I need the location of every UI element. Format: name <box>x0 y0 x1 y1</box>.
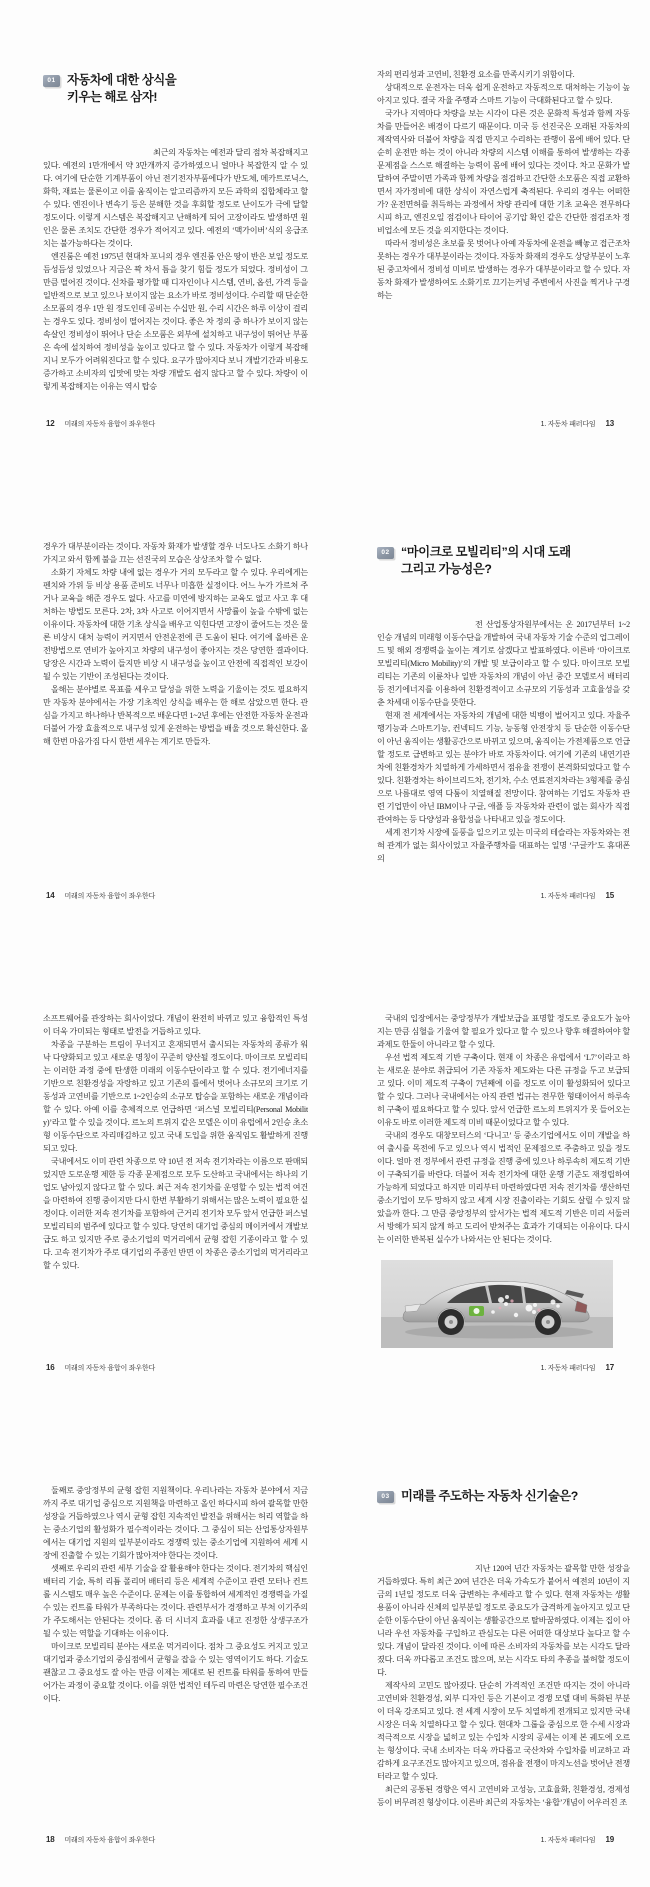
paragraph: 국내의 경우도 대창모터스의 ‘다니고’ 등 중소기업에서도 이미 개발을 하여 출시를 목전에 두고 있으나 역시 법적인 문제점으로 주춤하고 있을 정도이다. 얼마 전 정부에서 관련 규정을 진행 중에 있으나 하루속히 제도적 기반이 구축되기를 바란다. 더불어 저속 전기차에 대한 운행 기준도 재정립하여 가능하게 되었다고 하지만 미리부터 마련하였다면 저속 전기차를 생산하던 중소기업이 모두 망하지 않고 세계 시장 진출이라는 기회도 살릴 수 있지 않았을까 한다. 그 만큼 중앙정부의 앞서가는 법적 제도적 기반은 미리 서둘러서 방해가 되지 않게 하고 도리어 받쳐주는 효과가 기대되는 이유이다. 다시는 이러한 반복된 실수가 나와서는 안 된다는 것이다. <box>377 1131 630 1244</box>
paragraph: 따라서 정비성은 초보를 못 벗어나 아예 자동차에 운전을 빼놓고 접근조차 못하는 경우가 대부분이라는 것이다. 자동차 화재의 경우도 상당부분이 노후된 중고차에서 정비성 미비로 발생하는 경우가 대부분이라고 할 수 있다. 자동차 화재가 발생하여도 소화기로 끄기는커녕 주변에서 사진을 찍거나 구경하는 <box>377 239 630 300</box>
paragraph: 차종을 구분하는 트림이 무너지고 혼재되면서 출시되는 자동차의 종류가 워낙 다양화되고 있고 새로운 명칭이 꾸준히 양산될 정도이다. 마이크로 모빌리티는 이러한 과정 중에 탄생한 미래의 이동수단이라고 할 수 있다. 전기에너지를 기반으로 친환경성을 자랑하고 있고 기존의 틀에서 벗어나 소규모의 크기로 기동성과 고연비를 기반으로 1~2인승의 소규모 탑승을 포함하는 새로운 개념이라 할 수 있다. 아예 이를 총체적으로 언급하면 ‘퍼스널 모빌리티(Personal Mobility)’라고 할 수 있을 것이다. 르노의 트위지 같은 모델은 이미 유럽에서 2인승 초소형 이동수단으로 자리매김하고 있고 국내 도입을 위한 움직임도 활발하게 진행되고 있다. <box>43 1040 308 1153</box>
car-shadow <box>405 1326 593 1339</box>
book-spread <box>0 472 650 944</box>
book-spread <box>0 944 650 1416</box>
body-text <box>43 540 308 888</box>
book-page <box>43 944 308 1416</box>
chapter-title-line: 키우는 해로 삼자! <box>67 89 158 104</box>
chapter-title <box>67 72 176 105</box>
page-number: 16 <box>46 1363 55 1372</box>
chapter-badge-icon: 03 <box>377 1491 394 1503</box>
footer-chapter-title: 1. 자동차 패러다임 <box>540 1365 596 1372</box>
footer-chapter-title: 1. 자동차 패러다임 <box>540 421 596 428</box>
paragraph: 최근의 공통된 경향은 역시 고연비와 고성능, 고효율화, 친환경성, 경제성 등이 버무려진 형상이다. 이른바 최근의 자동차는 ‘융합’개념이 어우러진 조 <box>377 1785 630 1807</box>
body-text <box>377 618 630 888</box>
book-page <box>377 944 630 1416</box>
chapter-badge-icon: 01 <box>43 75 60 87</box>
paragraph: 전 산업통상자원부에서는 온 2017년부터 1~2인승 개념의 미래형 이동수단을 개발하여 국내 자동차 기술 수준의 업그레이드 및 해외 경쟁력을 높이는 계기로 삼겠다고 발표하였다. 이른바 ‘마이크로 모빌리티(Micro Mobility)’의 개발 및 보급이라고 할 수 있다. 마이크로 모빌리티는 기존의 이륜차나 일반 자동차의 개념이 아닌 중간 모델로서 배터리 등 전기에너지를 이용하여 친환경적이고 소규모의 기동성과 고효율성을 갖춘 차세대 이동수단을 뜻한다. <box>377 620 630 707</box>
page-footer <box>541 891 614 901</box>
paragraph: 셋째로 우리의 관련 세부 기술을 잘 활용해야 한다는 것이다. 전기차의 핵심인 배터리 기술, 특히 리튬 폴리머 배터리 등은 세계적 수준이고 관련 모터나 컨트롤 시스템도 매우 높은 수준이다. 문제는 이를 통합하여 세계적인 경쟁력을 가질 수 있는 컨트롤 타워가 부족하다는 것이다. 관련부서가 경쟁하고 부처 이기주의가 주도해서는 안된다는 것이다. 좀 더 시너지 효과를 내고 진정한 상생구조가 될 수 있는 역할을 기대하는 이유이다. <box>43 1564 308 1638</box>
book-page <box>43 472 308 944</box>
chapter-badge-icon: 02 <box>377 547 394 559</box>
page-number: 18 <box>46 1835 55 1844</box>
paragraph: 제작사의 고민도 많아졌다. 단순히 가격적인 조건만 따지는 것이 아니라 고연비와 친환경성, 외부 디자인 등은 기본이고 경쟁 모델 대비 특화된 부분이 더욱 강조되고 있다. 전 세계 시장이 모두 치열하게 전개되고 있지만 국내 시장은 더욱 치열하다고 할 수 있다. 현대차 그룹을 중심으로 한 수세 시장과 적극적으로 시장을 넓히고 있는 수입차 시장의 공세는 이제 본 궤도에 오르는 형상이다. 국내 소비자는 더욱 까다롭고 국산차와 수입차를 비교하고 과감하게 요구조건도 많아지고 있으며, 점유율 전쟁이 마지노선을 벗어난 전쟁터라고 할 수 있다. <box>377 1681 630 1781</box>
page-number: 19 <box>605 1835 614 1844</box>
footer-book-title: 미래의 자동차 융합이 좌우한다 <box>64 1365 156 1372</box>
page-number: 13 <box>605 419 614 428</box>
body-text <box>43 1484 308 1832</box>
paragraph: 현재 전 세계에서는 자동차의 개념에 대한 빅뱅이 벌어지고 있다. 자율주행기능과 스마트기능, 컨넥티드 기능, 능동형 안전장치 등 단순한 이동수단이 아닌 움직이는 생활공간으로 바뀌고 있으며, 움직이는 가전제품으로 언급할 정도로 급변하고 있는 분야가 바로 자동차이다. 여기에 기존의 내연기관차에 친환경차가 치열하게 가세하면서 점유율 전쟁이 본격화되었다고 할 수 있다. 친환경차는 하이브리드차, 전기차, 수소 연료전지차라는 3형제를 중심으로 나름대로 영역 다툼이 치열해질 전망이다. 참여하는 기업도 자동차 관련 기업만이 아닌 IBM이나 구글, 애플 등 자동차와 관련이 없는 회사가 직접 관여하는 등 다양성과 융합성을 나타내고 있을 정도이다. <box>377 711 630 824</box>
paragraph: 세계 전기차 시장에 돌풍을 일으키고 있는 미국의 테슬라는 자동차와는 전혀 관계가 없는 회사이었고 자율주행차를 대표하는 일명 ‘구글카’도 휴대폰의 <box>377 828 630 863</box>
paragraph: 경우가 대부분이라는 것이다. 자동차 화재가 발생할 경우 너도나도 소화기 하나 가지고 와서 함께 불을 끄는 선진국의 모습은 상상조차 할 수 없다. <box>43 542 308 564</box>
book-page <box>43 1416 308 1887</box>
paragraph: 자의 편리성과 고연비, 친환경 요소를 만족시키기 위함이다. <box>377 70 575 79</box>
paragraph: 국내에서도 이미 관련 차종으로 약 10년 전 저속 전기차라는 이름으로 판매되었지만 도로운행 제한 등 각종 문제점으로 모두 도산하고 국내에서는 하나의 기업도 남아있지 않다고 할 수 있다. 최근 저속 전기차를 운영할 수 있는 법적 여건을 마련하여 진행 중이지만 다시 한번 부활하기 위해서는 많은 노력이 필요한 실정이다. 이러한 저속 전기차를 포함하여 근거리 전기차 모두 앞서 언급한 퍼스널 모빌리티의 범주에 있다고 할 수 있다. 당연히 대기업 중심의 메이커에서 개발보급도 하고 있지만 주로 중소기업의 먹거리에서 균형 잡힌 기종이라고 할 수 있다. 고속 전기차가 주로 대기업의 주종인 반면 이 차종은 중소기업의 먹거리라고 할 수 있다. <box>43 1157 308 1270</box>
book-page <box>377 0 630 472</box>
chapter-title-line: “마이크로 모빌리티”의 시대 도래 <box>401 545 571 559</box>
page-number: 14 <box>46 891 55 900</box>
paragraph: 둘째로 중앙정부의 균형 잡힌 지원책이다. 우리나라는 자동차 분야에서 지금까지 주로 대기업 중심으로 지원책을 마련하고 올인 하다시피 하여 괄목할 만한 성장을 거듭하였으나 역시 균형 잡힌 지속적인 발전을 위해서는 허리 역할을 하는 중소기업의 활성화가 필수적이라는 것이다. 그 중심이 되는 산업통상자원부에서는 대기업 지원의 일부분이라도 경쟁력 있는 중소기업에 지원하여 세계 시장에 진출할 수 있는 기회가 많아져야 한다는 것이다. <box>43 1486 308 1560</box>
car-photo-figure <box>381 1260 613 1348</box>
body-text <box>377 68 630 416</box>
paragraph: 상대적으로 운전자는 더욱 쉽게 운전하고 자동적으로 대처하는 기능이 높아지고 있다. 결국 자율 주행과 스마트 기능이 극대화된다고 할 수 있다. <box>377 83 630 105</box>
page-footer <box>541 1835 614 1845</box>
footer-book-title: 미래의 자동차 융합이 좌우한다 <box>64 421 156 428</box>
paragraph: 소프트웨어를 관장하는 회사이었다. 개념이 완전히 바뀌고 있고 융합적인 특성이 더욱 가미되는 형태로 발전을 거듭하고 있다. <box>43 1014 308 1036</box>
paragraph: 국가나 지역마다 차량을 보는 시각이 다른 것은 문화적 특성과 함께 자동차를 만들어온 배경이 다르기 때문이다. 미국 등 선진국은 오래된 자동차의 제작역사와 더불어 차량을 직접 만지고 수리하는 관행이 몸에 배어 있다. 단순히 운전만 하는 것이 아니라 차량의 시스템 이해를 통하여 발생하는 각종 문제점을 스스로 해결하는 능력이 몸에 배어 있다는 것이다. 차고 문화가 발달하여 주말이면 가족과 함께 차량을 점검하고 간단한 소모품은 직접 교환하면서 자가정비에 대한 상식이 자연스럽게 축적된다. 우리의 경우는 어떠한가? 운전면허를 취득하는 과정에서 차량 관리에 대한 기초 교육은 전무하다시피 하고, 엔진오일 점검이나 타이어 공기압 확인 같은 간단한 점검조차 정비업소에 모든 것을 의지한다는 것이다. <box>377 109 630 235</box>
paragraph: 국내의 입장에서는 중앙정부가 개발보급을 표명할 정도로 중요도가 높아지는 만큼 심혈을 기울여 할 필요가 있다고 할 수 있으나 향후 해결하여야 할 과제도 한둘이 아니라고 할 수 있다. <box>377 1014 630 1049</box>
footer-chapter-title: 1. 자동차 패러다임 <box>540 893 596 900</box>
page-footer <box>541 1363 614 1373</box>
car-photo <box>381 1260 613 1348</box>
book-page <box>377 1416 630 1887</box>
page-number: 17 <box>605 1363 614 1372</box>
paragraph: 소화기 자체도 차량 내에 없는 경우가 거의 모두라고 할 수 있다. 우리에게는 펜치와 가위 등 비상 용품 준비도 너무나 미흡한 실정이다. 어느 누가 가르쳐 주거나 교육을 해준 경우도 없다. 사고를 미연에 방지하는 교육도 없고 사고 후 대처하는 방법도 모른다. 2차, 3차 사고로 이어지면서 사망률이 높을 수밖에 없는 이유이다. 자동차에 대한 기초 상식을 배우고 익힌다면 고장이 줄어드는 것은 물론 비상시 대처 능력이 커지면서 안전운전에 큰 도움이 된다. 여기에 올바른 운전방법으로 연비가 높아지고 차량의 내구성이 좋아지는 것은 당연한 결과이다. 당장은 시간과 노력이 들지만 비상 시 내구성을 높이고 안전에 직접적인 보강이 될 수 있는 기반이 조성된다는 것이다. <box>43 568 308 681</box>
footer-book-title: 미래의 자동차 융합이 좌우한다 <box>64 893 156 900</box>
body-text <box>43 146 308 416</box>
page-footer <box>46 891 155 901</box>
book-page <box>43 0 308 472</box>
body-text <box>43 1012 308 1360</box>
page-number: 12 <box>46 419 55 428</box>
book-spread <box>0 0 650 472</box>
footer-chapter-title: 1. 자동차 패러다임 <box>540 1837 596 1844</box>
footer-book-title: 미래의 자동차 융합이 좌우한다 <box>64 1837 156 1844</box>
chapter-title-line: 자동차에 대한 상식을 <box>67 73 177 87</box>
paragraph: 최근의 자동차는 예전과 달리 점차 복잡해지고 있다. 예전의 1만개에서 약 3만개까지 증가하였으니 얼마나 복잡한지 알 수 있다. 여기에 단순한 기계부품이 아닌 전기전자부품에다가 반도체, 메카트로닉스, 화학, 재료는 물론이고 이를 움직이는 알고리즘까지 모든 과학의 집합체라고 할 수 있다. 엔진이나 변속기 등은 분해한 것을 후회할 정도로 난이도가 극에 달할 정도이다. 이렇게 시스템은 복잡해지고 난해하게 되어 고장이라도 발생하면 원인은 물론 조치도 간단한 경우가 적어지고 있다. 예전의 ‘맥가이버’식의 응급조치는 불가능하다는 것이다. <box>43 148 308 248</box>
book-spread <box>0 1416 650 1887</box>
chapter-title <box>401 544 571 577</box>
paragraph: 지난 120여 년간 자동차는 괄목할 만한 성장을 거듭하였다. 특히 최근 20여 년간은 더욱 가속도가 붙어서 예전의 10년이 지금의 1년일 정도로 더욱 급변하는 추세라고 할 수 있다. 현재 자동차는 생활용품이 아니라 신체의 일부분일 정도로 중요도가 급격하게 높아지고 있고 단순한 이동수단이 아닌 움직이는 생활공간으로 탈바꿈하였다. 이제는 집이 아니라 우선 자동차를 구입하고 관심도는 다른 어떠한 대상보다 높다고 할 수 있다. 개념이 달라진 것이다. 이에 따른 소비자의 자동차를 보는 시각도 달라졌다. 더욱 까다롭고 조건도 많으며, 보는 시각도 타의 추종을 불허할 정도이다. <box>377 1564 630 1677</box>
page-footer <box>46 1363 155 1373</box>
book-page <box>377 472 630 944</box>
chapter-title-line: 미래를 주도하는 자동차 신기술은? <box>401 1489 578 1503</box>
page-footer <box>541 419 614 429</box>
page-number: 15 <box>605 891 614 900</box>
chapter-title <box>401 1488 578 1505</box>
chapter-heading <box>377 1488 578 1505</box>
chapter-title-line: 그리고 가능성은? <box>401 561 492 576</box>
page-footer <box>46 1835 155 1845</box>
paragraph: 엔진룸은 예전 1975년 현대차 포니의 경우 엔진룸 안은 땅이 반은 보일 정도로 듬성듬성 있었으나 지금은 꽉 차서 틈을 찾기 힘들 정도가 되었다. 정비성이 그만큼 떨어진 것이다. 신차를 평가할 때 디자인이나 시스템, 연비, 옵션, 가격 등을 일반적으로 보고 있으나 보이지 않는 요소가 바로 정비성이다. 수리할 때 단순한 소모품의 경우 1만 원 정도인데 공비는 수십만 원, 수리 시간은 하루 이상이 걸리는 경우도 있다. 정비성이 떨어지는 것이다. 좋은 차 정의 중 하나가 보이지 않는 속살인 정비성이 뛰어나 단순 소모품은 외부에 설치하고 내구성이 뛰어난 부품은 속에 설치하여 정비성을 높이고 있다고 할 수 있다. 자동차가 이렇게 복잡해지니 모두가 어려워진다고 할 수 있다. 요구가 많아지다 보니 개발기간과 비용도 증가하고 소비자의 입맛에 맞는 차량 개발도 쉽지 않다고 할 수 있다. 차량이 이렇게 복잡해지는 이유는 역시 탑승 <box>43 252 308 391</box>
paragraph: 올해는 분야별로 목표를 세우고 달성을 위한 노력을 기울이는 것도 필요하지만 자동차 분야에서는 가장 기초적인 상식을 배우는 한 해로 삼았으면 한다. 관심을 가지고 하나하나 반복적으로 배운다면 1~2년 후에는 안전한 자동차 운전과 더불어 가장 효율적으로 내구성 있게 운전하는 방법을 배울 것으로 확신한다. 올해 한번 마음가짐 다시 한번 세우는 계기로 만들자. <box>43 685 308 746</box>
paragraph: 우선 법적 제도적 기반 구축이다. 현재 이 차종은 유럽에서 ‘L7’이라고 하는 새로운 분야로 취급되어 기존 자동차 제도와는 다른 규정을 두고 보급되고 있다. 이미 제도적 구축이 7년째에 이를 정도로 이미 활성화되어 있다고 할 수 있다. 그러나 국내에서는 아직 관련 법규는 전무한 형태이어서 하루속히 구축이 필요하다고 할 수 있다. 앞서 언급한 르노의 트위지가 못 들어오는 이유도 바로 이러한 제도적 미비 때문이었다고 할 수 있다. <box>377 1053 630 1127</box>
body-text <box>377 1562 630 1832</box>
chapter-heading <box>377 544 571 577</box>
chapter-heading <box>43 72 176 105</box>
page-footer <box>46 419 155 429</box>
paragraph: 마이크로 모빌리티 분야는 새로운 먹거리이다. 점차 그 중요성도 커지고 있고 대기업과 중소기업의 중심점에서 균형을 잡을 수 있는 영역이기도 하다. 기술도 괜찮고 그 중요성도 잘 아는 만큼 이제는 제대로 된 컨트롤 타워를 통하여 만들어가는 과정이 중요할 것이다. 이를 위한 법적인 테두리 마련은 당연한 필수조건이다. <box>43 1642 308 1703</box>
